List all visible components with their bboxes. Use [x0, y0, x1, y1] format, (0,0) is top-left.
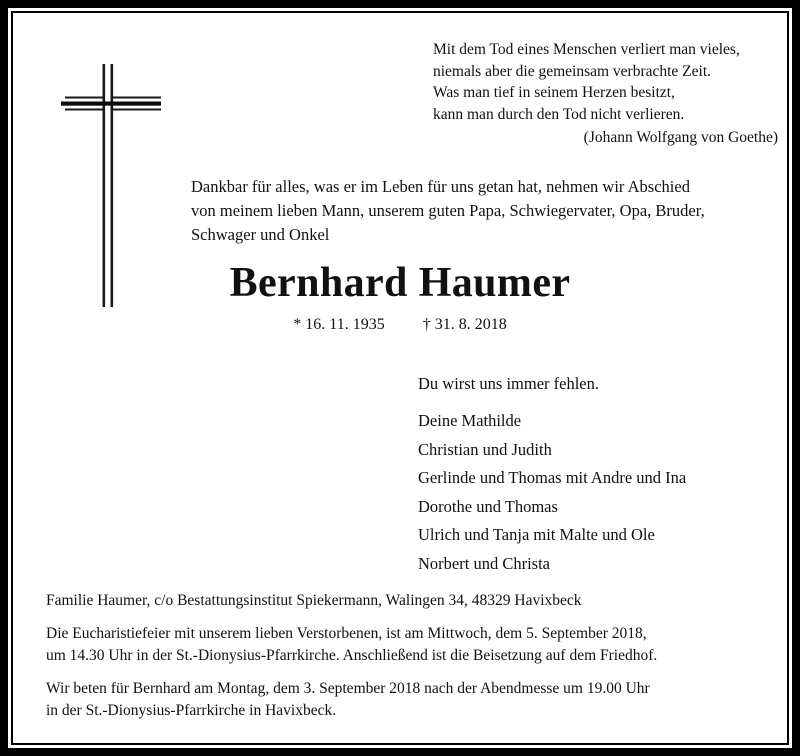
prayer-service-line: Wir beten für Bernhard am Montag, dem 3. September 2018 nach der Abendmesse um 19.00 Uhr — [46, 680, 650, 697]
memorial-quote — [433, 39, 778, 149]
dedication-text — [191, 175, 783, 247]
survivors-list — [418, 407, 686, 579]
address-line: Familie Haumer, c/o Bestattungsinstitut Spiekermann, Walingen 34, 48329 Havixbeck — [46, 592, 582, 609]
birth-date: * 16. 11. 1935 — [293, 316, 385, 333]
life-dates — [13, 314, 787, 336]
quote-author: (Johann Wolfgang von Goethe) — [583, 129, 778, 146]
survivor-line: Ulrich und Tanja mit Malte und Ole — [418, 525, 655, 545]
farewell-text: Du wirst uns immer fehlen. — [418, 374, 600, 393]
death-date: † 31. 8. 2018 — [422, 316, 507, 333]
deceased-name: Bernhard Haumer — [229, 260, 571, 306]
survivor-line: Norbert und Christa — [418, 553, 550, 573]
notice-content — [13, 13, 787, 743]
quote-line: kann man durch den Tod nicht verlieren. — [433, 105, 685, 123]
prayer-service-line: in der St.-Dionysius-Pfarrkirche in Havixbeck. — [46, 702, 337, 719]
quote-line: niemals aber die gemeinsam verbrachte Zeit. — [433, 62, 712, 80]
quote-line: Was man tief in seinem Herzen besitzt, — [433, 84, 675, 101]
prayer-service-info — [46, 678, 770, 722]
dedication-line: Dankbar für alles, was er im Leben für uns getan hat, nehmen wir Abschied — [191, 177, 690, 196]
dedication-line: Schwager und Onkel — [191, 225, 330, 244]
survivor-line: Dorothe und Thomas — [418, 496, 558, 516]
dedication-line: von meinem lieben Mann, unserem guten Papa, Schwiegervater, Opa, Bruder, — [191, 201, 705, 220]
survivor-line: Gerlinde und Thomas mit Andre und Ina — [418, 468, 687, 488]
funeral-service-info — [46, 623, 770, 667]
survivor-line: Christian und Judith — [418, 439, 552, 459]
quote-line: Mit dem Tod eines Menschen verliert man vieles, — [433, 41, 740, 58]
funeral-service-line: um 14.30 Uhr in der St.-Dionysius-Pfarrkirche. Anschließend ist die Beisetzung auf dem Friedhof. — [46, 647, 658, 664]
notice-footer — [46, 590, 770, 722]
survivor-line: Deine Mathilde — [418, 411, 522, 430]
condolence-address — [46, 590, 770, 612]
funeral-service-line: Die Eucharistiefeier mit unserem lieben Verstorbenen, ist am Mittwoch, dem 5. September 2018, — [46, 625, 647, 642]
